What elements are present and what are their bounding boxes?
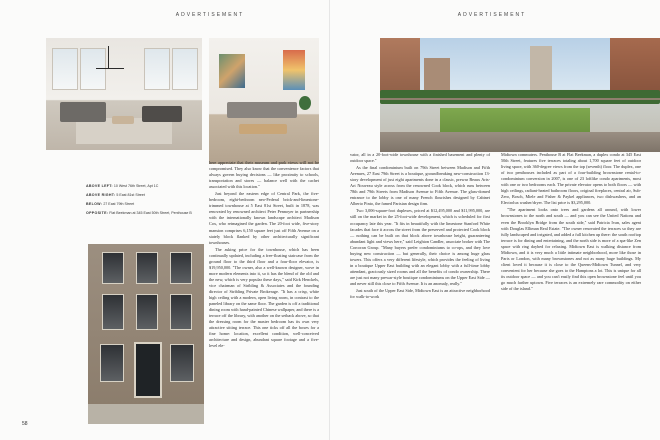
article-paragraph: Just beyond the eastern edge of Central Park, the five-bedroom, eight-bedroom neo-Federal brick-and-limestone-trimmed townhouse at 5 East 81st Street, built in 1878, was renovated by renowned architect Peter Pennoyer in partnership with the internationally known landscape architect Madison Cox, who reimagined the garden. The 20-foot wide, five-story mansion comprises 6,150 square feet just off Fifth Avenue on a stately block flanked by other architecturally significant townhouses. [209, 191, 319, 245]
advertisement-label-right: ADVERTISEMENT [457, 12, 527, 18]
article-paragraph: here appreciate that their museum and park views will not be compromised. They also know that the convenience factors that always govern buying decisions — like proximity to schools, transportation and stores — balance well with the cachet associated with this location." [209, 160, 319, 190]
article-paragraph: Midtown commuters. Penthouse B at Flat Beekman, a duplex condo at 345 East 50th Street, features five terraces totaling about 1,700 square feet of outdoor living space, with 360-degree views from the top (seventh) floor. The duplex, one of two penthouses included as part of a four-building brownstone rental-to-condominium conversion in 2007, is one of 23 loftlike condo apartments, most with one or two bedrooms each. The private elevator opens to both floors — with high ceilings, radiant-heated bathroom floors, original fireplaces, central air, Sub-Zero, Bosch, Miele and Fisher & Paykel appliances, two dishwashers, and an Electrolux washer/dryer. The list price is $3,295,000. [501, 152, 641, 206]
right-page [330, 0, 660, 440]
article-paragraph: "The apartment looks onto trees and gardens all around, with lower brownstones to the north and south — and you can see the United Nations and even the Brooklyn Bridge from the south side," said Patricia Ivan, sales agent with Douglas Elliman Real Estate. "The owner renovated the terraces so they are fully landscaped and irrigated, and added a full kitchen up there: the south rooftop terrace is for dining and entertaining, and the north side is more of a spa-like Zen space with ring daybed for relaxing. Midtown East is walking distance from Midtown, and it is very much a little intimate neighborhood, more like those in Paris or London, with many brownstones and not as many huge buildings. My client loved it because it is close to the Queens-Midtown Tunnel, and very convenient for her because she goes to the Hamptons a lot. This is unique for all its outdoor space — and you can't easily find this open brownstone feel until you go much farther uptown. Five terraces is an extremely rare commodity on either side of the island." [501, 207, 641, 292]
interior-photo [209, 38, 319, 164]
caption-item: ABOVE LEFT: 10 West 76th Street, Apt 1C [86, 184, 159, 188]
townhouse-facade-photo [88, 244, 204, 424]
article-column-right-a [350, 152, 490, 301]
article-paragraph: Two 3,006-square-foot duplexes, priced at $12,495,000 and $11,995,000, are still on the market in the 25-foot-wide development, which is scheduled for first occupancy late this year. "It fits in beautifully with the limestone Stanford White facades that face it across the street from the preserved and protected Cook block — nothing can be built on that block above townhouse height, guaranteeing abundant light and views here," said Leighton Candler, associate broker with The Corcoran Group. "Many buyers prefer condominiums to co-ops, and they love buying new construction — but generally, their choice is among huge glass towers. This offers a very different lifestyle, which provides the feeling of living in a boutique Upper East building with an elegant lobby with a full-time lobby attendant, graciously sized rooms and all the benefits of condo ownership. There are just not many prewar-style boutique condominiums on the Upper East Side — and never still this close to Fifth Avenue. It is an anomaly, really." [350, 208, 490, 286]
article-paragraph: vator, all in a 20-foot-wide townhouse with a finished basement and plenty of outdoor space." [350, 152, 490, 164]
photo-captions [86, 182, 204, 218]
article-column-right-b [501, 152, 641, 293]
advertisement-label-left: ADVERTISEMENT [175, 12, 245, 18]
article-column-left [209, 160, 319, 350]
rooftop-terrace-photo [380, 38, 660, 152]
article-paragraph: Just south of the Upper East Side, Midtown East is an attractive neighborhood for walk-to-work [350, 288, 490, 300]
caption-item: ABOVE RIGHT: 5 East 81st Street [86, 193, 145, 197]
caption-item: OPPOSITE: Flat Beekman at 345 East 50th Street, Penthouse B [86, 211, 192, 215]
article-paragraph: As the final condominium built on 79th Street between Madison and Fifth Avenues, 27 East 79th Street is a boutique, groundbreaking new-construction 13-story development of just eight apartments done in a classic, prewar Beaux Arts-Art Nouveau style across from the renowned Cook block, which runs between 78th and 79th Streets from Madison Avenue to Fifth Avenue. The glass-domed entrance to the lobby is one of many French flourishes designed by Cabinet Alberto Pinto, the famed Parisian design firm. [350, 165, 490, 207]
article-paragraph: The asking price for the townhouse, which has been continually updated, including a free-floating staircase from the ground floor to the third floor and a four-floor elevator, is $19,950,000. "The owner, also a well-known designer, wove in more modern elements into it, so it has the blend of the old and the new, which is very popular these days," said Kirk Henckels, vice chairman of Stribling & Associates and the founding director of Stribling Private Brokerage. "It has a crisp, white high ceiling with a modern, open living room, in contrast to the paneled library on the same floor. The garden is off a traditional dining room with hand-painted Chinese wallpaper, and there is a terrace off the library, with another on the setback above, so that the dressing room for the master bedroom has its own very attractive sitting terrace. This one ticks off all the boxes for a fine home: location, excellent condition, well-conceived architecture and design, abundant square footage and a five-level ele- [209, 246, 319, 349]
page-number: 58 [22, 421, 28, 427]
caption-item: BELOW: 27 East 79th Street [86, 202, 135, 206]
living-room-photo [46, 38, 202, 150]
